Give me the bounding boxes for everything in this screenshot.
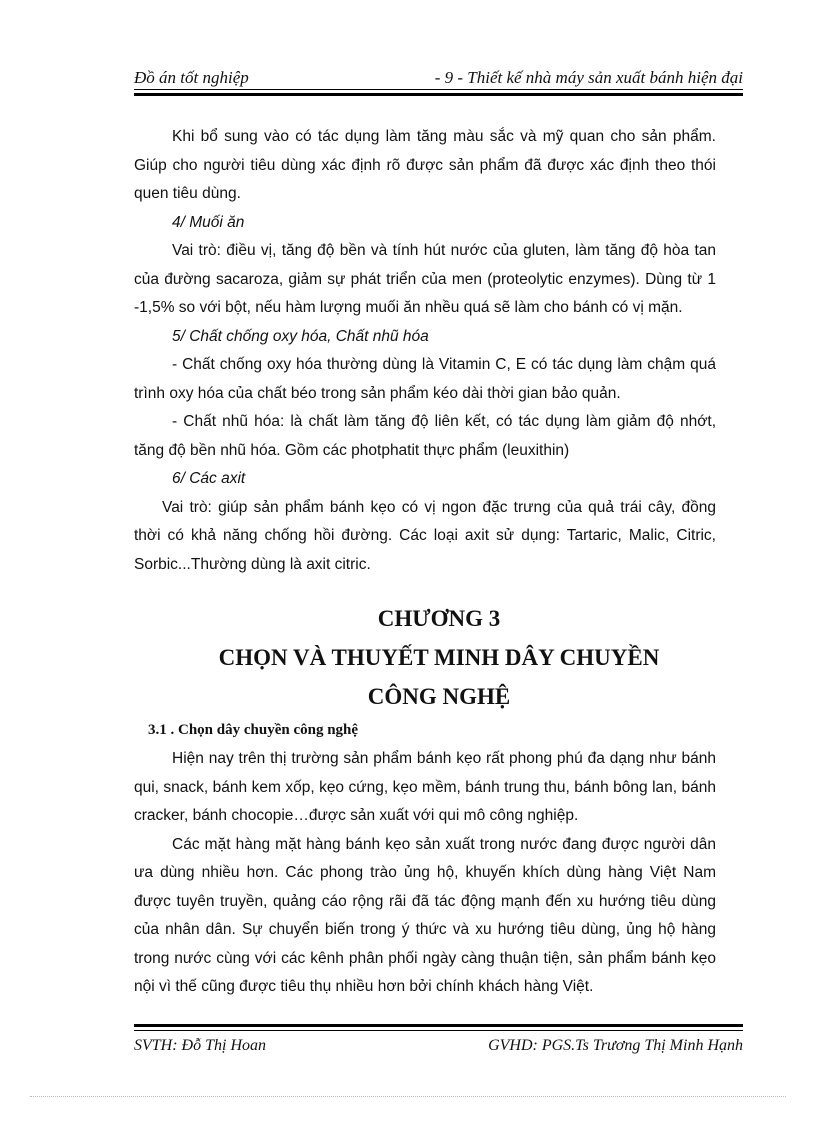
footer-rule-thick	[134, 1024, 743, 1027]
paragraph: Khi bổ sung vào có tác dụng làm tăng màu sắc và mỹ quan cho sản phẩm. Giúp cho người tiêu dùng xác định rõ được sản phẩm đã được xác định theo thói quen tiêu dùng.	[134, 128, 716, 202]
footer-rule-thin	[134, 1030, 743, 1031]
paragraph: Vai trò: giúp sản phẩm bánh kẹo có vị ngon đặc trưng của quả trái cây, đồng thời có khả năng chống hồi đường. Các loại axit sử dụng: Tartaric, Malic, Citric, Sorbic...Thường dùng là axit citric.	[134, 498, 716, 573]
header-right-title: - 9 - Thiết kế nhà máy sản xuất bánh hiện đại	[434, 68, 743, 87]
section-heading: 3.1 . Chọn dây chuyền công nghệ	[148, 722, 359, 738]
header-rule-thin	[134, 89, 743, 90]
paragraph: - Chất chống oxy hóa thường dùng là Vitamin C, E có tác dụng làm chậm quá trình oxy hóa của chất béo trong sản phẩm kéo dài thời gian bảo quản.	[134, 356, 716, 402]
page-boundary-dots	[30, 1096, 786, 1097]
paragraph: Hiện nay trên thị trường sản phẩm bánh kẹo rất phong phú đa dạng như bánh qui, snack, bánh kem xốp, kẹo cứng, kẹo mềm, bánh trung thu, bánh bông lan, bánh cracker, bánh chocopie…được sản xuất với qui mô công nghiệp.	[134, 750, 716, 824]
page-footer	[134, 1024, 743, 1064]
section-body	[134, 745, 716, 1002]
chapter-title-line2: CÔNG NGHỆ	[367, 684, 511, 709]
chapter-number: CHƯƠNG 3	[377, 606, 501, 631]
subheading-acids: 6/ Các axit	[172, 470, 246, 487]
header-rule-thick	[134, 93, 743, 96]
paragraph: - Chất nhũ hóa: là chất làm tăng độ liên kết, có tác dụng làm giảm độ nhớt, tăng độ bền nhũ hóa. Gồm các photphatit thực phẩm (leuxithin)	[134, 413, 716, 459]
footer-student: SVTH: Đỗ Thị Hoan	[134, 1037, 267, 1054]
paragraph: Các mặt hàng mặt hàng bánh kẹo sản xuất trong nước đang được người dân ưa dùng nhiều hơn. Các phong trào ủng hộ, khuyến khích dùng hàng Việt Nam được tuyên truyền, quảng cáo rộng rãi đã tác động mạnh đến xu hướng tiêu dùng của nhân dân. Sự chuyển biến trong ý thức và xu hướng tiêu dùng, ủng hộ hàng trong nước cùng với các kênh phân phối ngày càng thuận tiện, sản phẩm bánh kẹo nội vì thế cũng được tiêu thụ nhiều hơn bởi chính khách hàng Việt.	[134, 835, 716, 995]
subheading-salt: 4/ Muối ăn	[172, 213, 245, 231]
header-left-title: Đồ án tốt nghiệp	[134, 68, 249, 87]
footer-supervisor: GVHD: PGS.Ts Trương Thị Minh Hạnh	[488, 1037, 743, 1054]
page-header	[134, 60, 743, 94]
subheading-antioxidant: 5/ Chất chống oxy hóa, Chất nhũ hóa	[172, 327, 429, 345]
page-body	[134, 123, 716, 579]
paragraph: Vai trò: điều vị, tăng độ bền và tính hút nước của gluten, làm tăng độ hòa tan của đường sacaroza, giảm sự phát triển của men (proteolytic enzymes). Dùng từ 1 -1,5% so với bột, nếu hàm lượng muối ăn nhều quá sẽ làm cho bánh có vị mặn.	[134, 242, 716, 316]
chapter-title-line1: CHỌN VÀ THUYẾT MINH DÂY CHUYỀN	[218, 645, 660, 670]
